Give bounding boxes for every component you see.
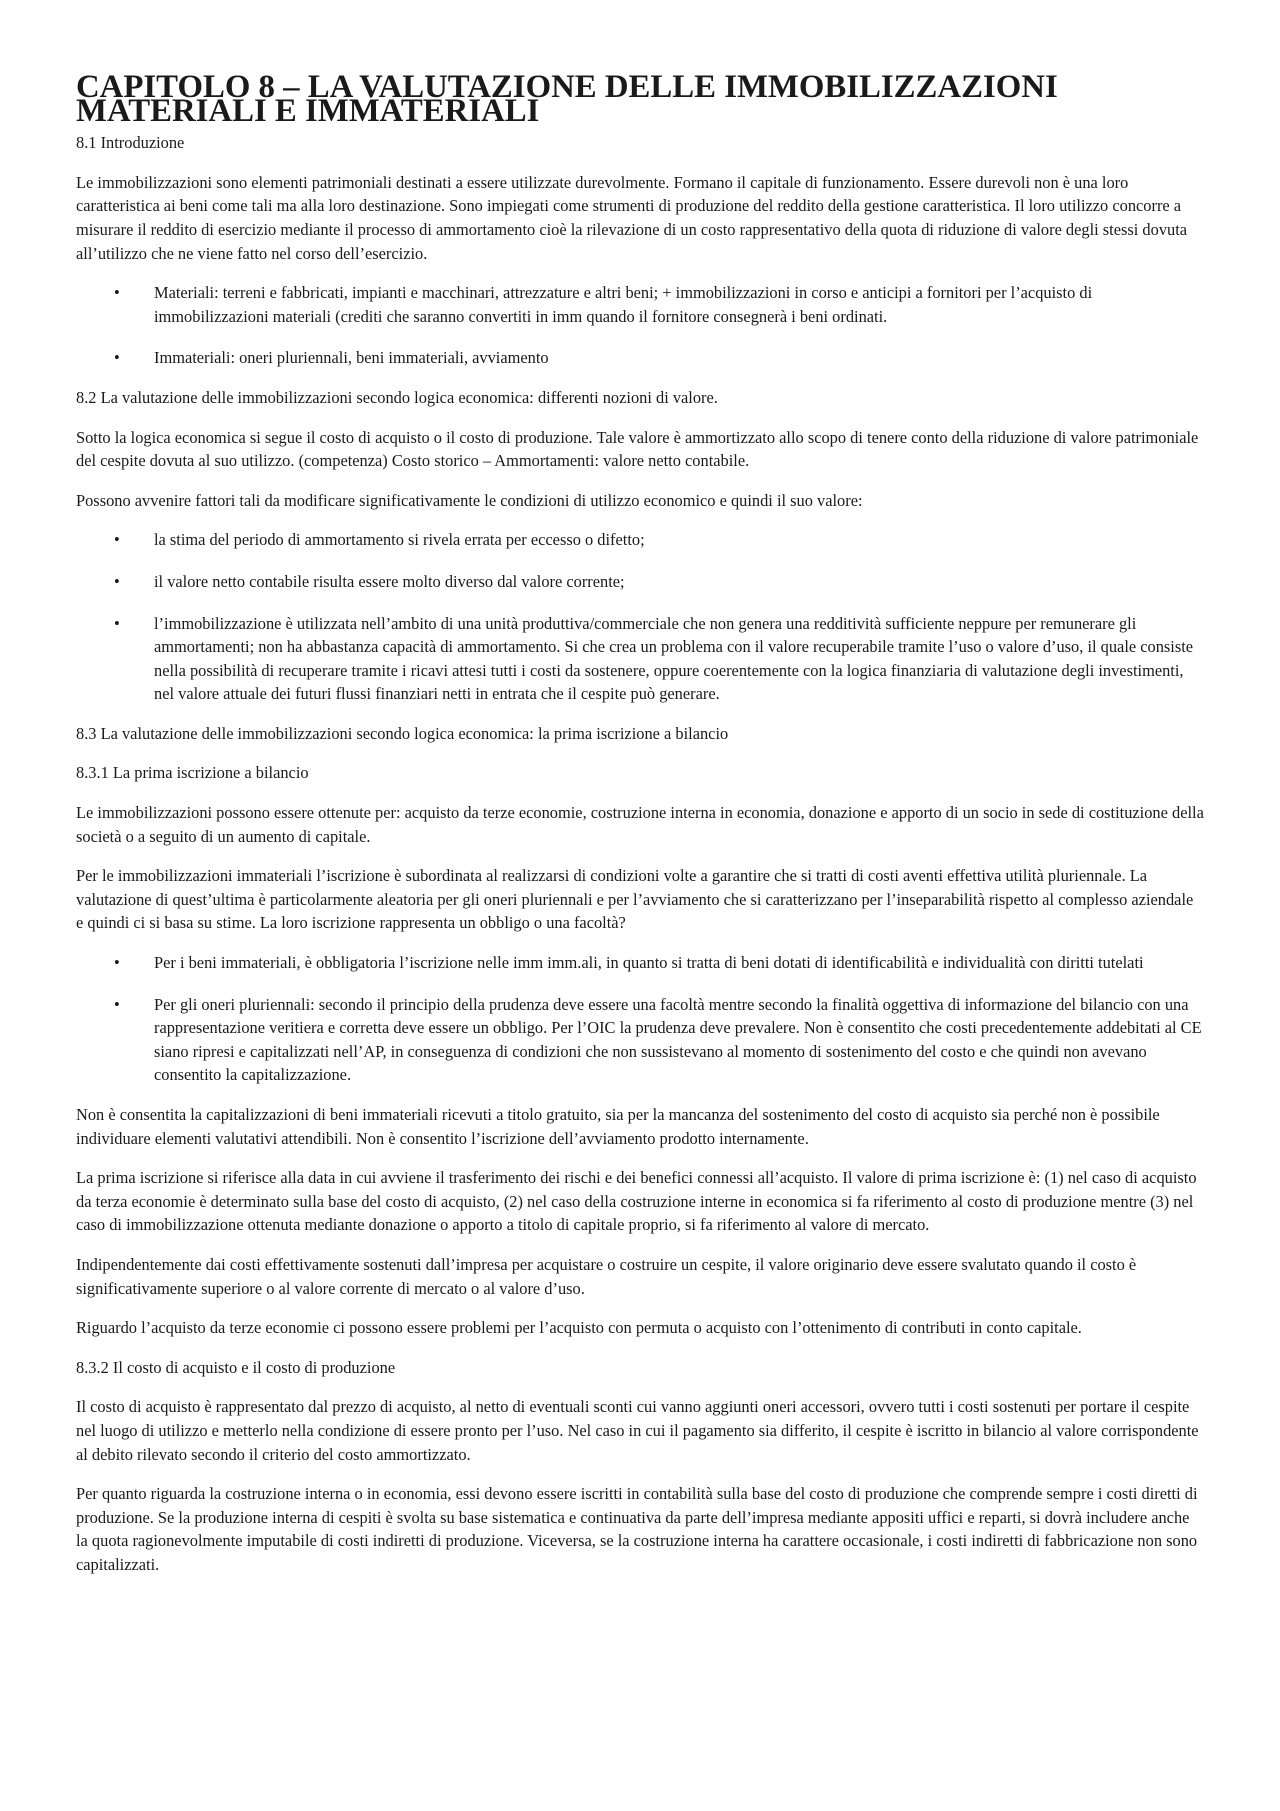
section-heading-8-2: 8.2 La valutazione delle immobilizzazioni secondo logica economica: differenti nozioni di valore. [76,387,718,407]
list-item [76,346,1204,370]
list-item-text: Materiali: terreni e fabbricati, impianti e macchinari, attrezzature e altri beni; + immobilizzazioni in corso e anticipi a fornitori per l’acquisto di immobilizzazioni materiali (crediti che saranno convertiti in imm quando il fornitore consegnerà i beni ordinati. [154,283,1093,326]
paragraph: Il costo di acquisto è rappresentato dal prezzo di acquisto, al netto di eventuali sconti cui vanno aggiunti oneri accessori, ovvero tutti i costi sostenuti per portare il cespite nel luogo di utilizzo e metterlo nella condizione di essere pronto per l’uso. Nel caso in cui il pagamento sia differito, il cespite è iscritto in bilancio al valore corrispondente al debito rilevato secondo il criterio del costo ammortizzato. [76,1397,1199,1464]
bullet-list [76,951,1204,1087]
paragraph: Per quanto riguarda la costruzione interna o in economia, essi devono essere iscritti in contabilità sulla base del costo di produzione che comprende sempre i costi diretti di produzione. Se la produzione interna di cespiti è svolta su base sistematica e continuativa da parte dell’impresa mediante appositi uffici e reparti, si dovrà includere anche la quota ragionevolmente imputabile di costi indiretti di produzione. Viceversa, se la costruzione interna ha carattere occasionale, i costi indiretti di fabbricazione non sono capitalizzati. [76,1484,1198,1574]
paragraph: Per le immobilizzazioni immateriali l’iscrizione è subordinata al realizzarsi di condizioni volte a garantire che si tratti di costi aventi effettiva utilità pluriennale. La valutazione di quest’ultima è particolarmente aleatoria per gli oneri pluriennali e per l’avviamento che si caratterizzano per l’inseparabilità rispetto al complesso aziendale e quindi ci si basa su stime. La loro iscrizione rappresenta un obbligo o una facoltà? [76,866,1194,933]
paragraph: Non è consentita la capitalizzazioni di beni immateriali ricevuti a titolo gratuito, sia per la mancanza del sostenimento del costo di acquisto sia perché non è possibile individuare elementi valutativi attendibili. Non è consentito l’iscrizione dell’avviamento prodotto internamente. [76,1105,1160,1148]
list-item [76,570,1204,594]
list-item-text: Immateriali: oneri pluriennali, beni immateriali, avviamento [154,348,549,368]
paragraph: Sotto la logica economica si segue il costo di acquisto o il costo di produzione. Tale valore è ammortizzato allo scopo di tenere conto della riduzione di valore patrimoniale del cespite dovuta al suo utilizzo. (competenza) Costo storico – Ammortamenti: valore netto contabile. [76,427,1199,471]
list-item-text: l’immobilizzazione è utilizzata nell’ambito di una unità produttiva/commerciale che non genera una redditività sufficiente neppure per remunerare gli ammortamenti; non ha abbastanza capacità di ammortamento. Si che crea un problema con il valore recuperabile tramite l’uso o valore d’uso, il quale consiste nella possibilità di recuperare tramite i ricavi attesi tutti i costi da sostenere, oppure coerentemente con la logica finanziaria di valutazione degli investimenti, nel valore attuale dei futuri flussi finanziari netti in entrata che il cespite può generare. [154,613,1194,704]
paragraph: Possono avvenire fattori tali da modificare significativamente le condizioni di utilizzo economico e quindi il suo valore: [76,490,863,510]
paragraph: Indipendentemente dai costi effettivamente sostenuti dall’impresa per acquistare o costruire un cespite, il valore originario deve essere svalutato quando il costo è significativamente superiore o al valore corrente di mercato o al valore d’uso. [76,1254,1137,1298]
list-item [76,528,1204,552]
bullet-icon: • [114,953,120,973]
list-item-text: il valore netto contabile risulta essere molto diverso dal valore corrente; [154,571,625,591]
section-heading-8-1: 8.1 Introduzione [76,133,185,153]
subsection-heading-8-3-1: 8.3.1 La prima iscrizione a bilancio [76,763,309,783]
paragraph: La prima iscrizione si riferisce alla data in cui avviene il trasferimento dei rischi e dei benefici connessi all’acquisto. Il valore di prima iscrizione è: (1) nel caso di acquisto da terza economie è determinato sulla base del costo di acquisto, (2) nel caso della costruzione interne in economica si fa riferimento al costo di produzione mentre (3) nel caso di immobilizzazione ottenuta mediante donazione o apporto a titolo di capitale proprio, si fa riferimento al valore di mercato. [76,1168,1197,1235]
bullet-list [76,281,1204,370]
bullet-list [76,528,1204,706]
bullet-icon: • [114,283,120,303]
list-item-text: la stima del periodo di ammortamento si rivela errata per eccesso o difetto; [154,530,645,550]
bullet-icon: • [114,994,120,1014]
list-item [76,612,1204,706]
list-item-text: Per gli oneri pluriennali: secondo il principio della prudenza deve essere una facoltà mentre secondo la finalità oggettiva di informazione del bilancio con una rappresentazione veritiera e corretta deve essere un obbligo. Per l’OIC la prudenza deve prevalere. Non è consentito che costi precedentemente addebitati al CE siano ripresi e capitalizzati nell’AP, in conseguenza di condizioni che non sussistevano al momento di sostenimento del costo e che quindi non avevano consentito la capitalizzazione. [154,994,1202,1085]
paragraph: Le immobilizzazioni possono essere ottenute per: acquisto da terze economie, costruzione interna in economia, donazione e apporto di un socio in sede di costituzione della società o a seguito di un aumento di capitale. [76,803,1204,846]
list-item [76,951,1204,975]
section-heading-8-3: 8.3 La valutazione delle immobilizzazioni secondo logica economica: la prima iscrizione a bilancio [76,723,729,743]
subsection-heading-8-3-2: 8.3.2 Il costo di acquisto e il costo di produzione [76,1357,396,1377]
bullet-icon: • [114,348,120,368]
list-item [76,993,1204,1087]
paragraph: Le immobilizzazioni sono elementi patrimoniali destinati a essere utilizzate durevolmente. Formano il capitale di funzionamento. Essere durevoli non è una loro caratteristica ai beni come tali ma alla loro destinazione. Sono impiegati come strumenti di produzione del reddito della gestione caratteristica. Il loro utilizzo concorre a misurare il reddito di esercizio mediante il processo di ammortamento cioè la rilevazione di un costo rappresentativo della quota di riduzione di valore degli stessi dovuta all’utilizzo che ne viene fatto nel corso dell’esercizio. [76,172,1188,263]
list-item-text: Per i beni immateriali, è obbligatoria l’iscrizione nelle imm imm.ali, in quanto si tratta di beni dotati di identificabilità e individualità con diritti tutelati [154,953,1144,973]
bullet-icon: • [114,530,120,550]
paragraph: Riguardo l’acquisto da terze economie ci possono essere problemi per l’acquisto con permuta o acquisto con l’ottenimento di contributi in conto capitale. [76,1318,1082,1338]
list-item [76,281,1204,328]
bullet-icon: • [114,571,120,591]
chapter-title: CAPITOLO 8 – LA VALUTAZIONE DELLE IMMOBILIZZAZIONI MATERIALI E IMMATERIALI [76,69,1058,129]
bullet-icon: • [114,613,120,633]
